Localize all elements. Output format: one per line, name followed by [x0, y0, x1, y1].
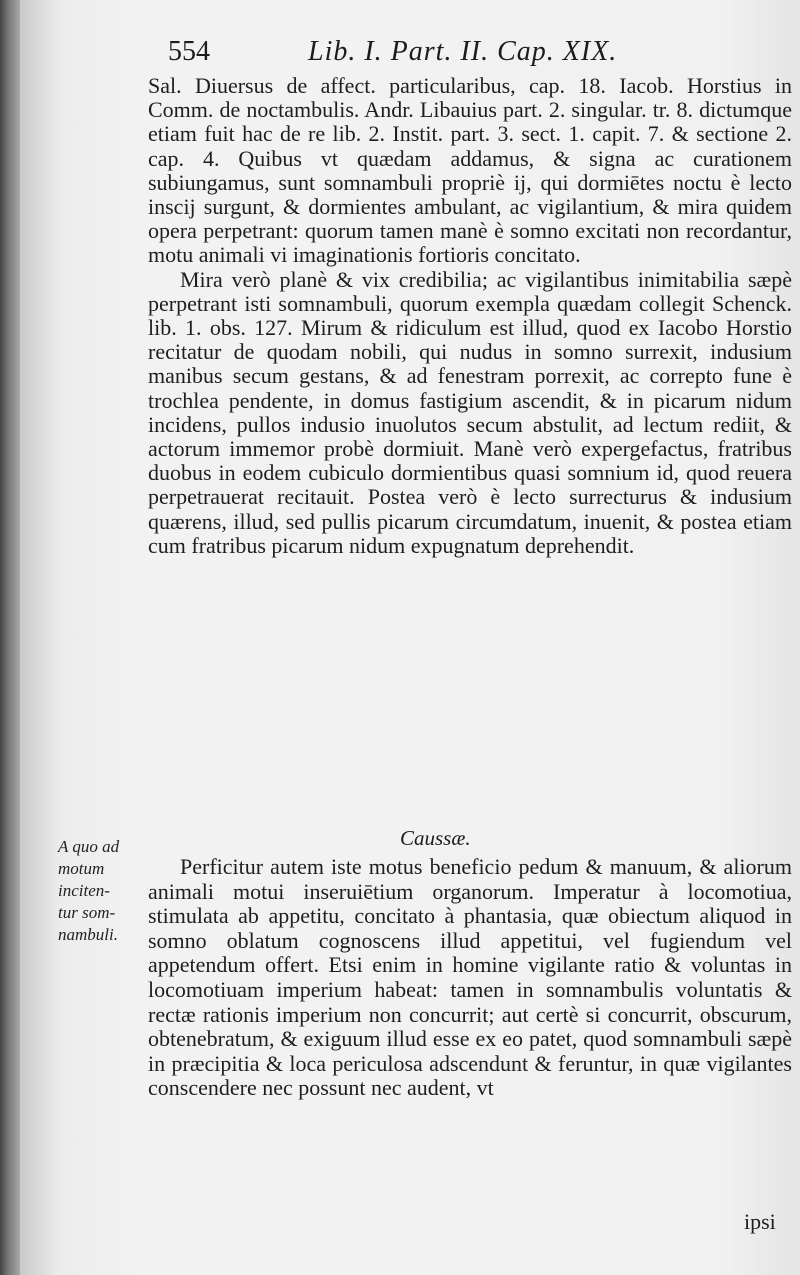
margin-note [58, 836, 148, 946]
paragraph-2: Mira verò planè & vix credibilia; ac vigilantibus inimitabilia sæpè perpetrant isti somnambuli, quorum exempla quædam collegit Schenck. lib. 1. obs. 127. Mirum & ridiculum est illud, quod ex Iacobo Horstio recitatur de quodam nobili, qui nudus in somno surrexit, indusium manibus secum gestans, & ad fenestram porrexit, ac correpto fune è trochlea pendente, in domus fastigium ascendit, & in picarum nidum incidens, pullos indusio inuolutos secum abstulit, ad lectum rediit, & actorum immemor probè dormiuit. Manè verò expergefactus, fratribus duobus in eodem cubiculo dormientibus quasi somnium id, quod reuera perpetrauerat recitauit. Postea verò è lecto surrecturus & indusium quærens, illud, sed pullis picarum circumdatum, inuenit, & postea etiam cum fratribus picarum nidum expugnatum deprehendit. [148, 266, 792, 558]
section-heading: Caussæ. [400, 826, 471, 850]
book-gutter [0, 0, 20, 1275]
margin-note-line: motum [58, 859, 105, 878]
paragraph-1: Sal. Diuersus de affect. particularibus, cap. 18. Iacob. Horstius in Comm. de noctambulis. Andr. Libauius part. 2. singular. tr. 8. dictumque etiam fuit hac de re lib. 2. Instit. part. 3. sect. 1. capit. 7. & sectione 2. cap. 4. Quibus vt quædam addamus, & signa ac curationem subiungamus, sunt somnambuli propriè ij, qui dormiētes noctu è lecto inscij surgunt, & dormientes ambulant, ac vigilantium, & mira quidem opera perpetrant: quorum tamen manè è somno excitati non recordantur, motu animali vi imaginationis fortioris concitato. [148, 73, 792, 268]
main-text-block [148, 74, 792, 558]
page-header [168, 36, 800, 72]
page-number: 554 [168, 36, 210, 67]
margin-note-line: inciten- [58, 881, 110, 900]
margin-note-line: tur som- [58, 903, 116, 922]
margin-note-line: nambuli. [58, 925, 118, 944]
running-title: Lib. I. Part. II. Cap. XIX. [308, 36, 618, 67]
catchword: ipsi [744, 1209, 776, 1234]
second-text-block [148, 855, 792, 1101]
margin-note-line: A quo ad [58, 837, 120, 856]
paragraph-3: Perficitur autem iste motus beneficio pedum & manuum, & aliorum animali motui inseruiētium organorum. Imperatur à locomotiua, stimulata ab appetitu, concitato à phantasia, quæ obiectum aliquod in somno oblatum cognoscens illud appetitui, vel fugiendum vel appetendum offert. Etsi enim in homine vigilante ratio & voluntas in locomotiuam imperium habeat: tamen in somnambulis voluntatis & rectæ rationis imperium non concurrit; aut certè si concurrit, obscurum, obtenebratum, & exiguum illud esse ex eo patet, quod somnambuli sæpè in præcipitia & loca periculosa adscendunt & feruntur, in quæ vigilantes conscendere nec possunt nec audent, vt [148, 854, 792, 1101]
